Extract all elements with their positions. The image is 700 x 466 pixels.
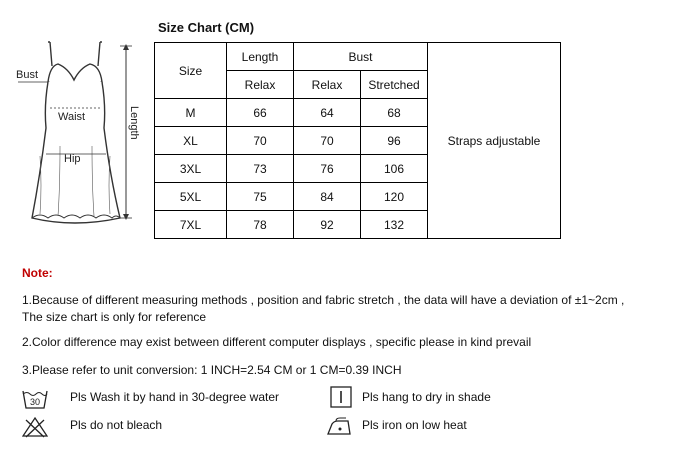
hand-wash-icon [22,388,48,410]
table-cell: 64 [294,99,361,127]
table-cell: 68 [361,99,428,127]
table-cell: 73 [227,155,294,183]
table-cell: 5XL [155,183,227,211]
no-bleach-icon [22,416,48,438]
wash-temp: 30 [29,397,41,407]
table-cell: 84 [294,183,361,211]
note-line-1b: The size chart is only for reference [22,310,207,324]
hip-label: Hip [64,153,81,165]
note-line-3: 3.Please refer to unit conversion: 1 INCH=2.54 CM or 1 CM=0.39 INCH [22,363,402,377]
table-cell: 132 [361,211,428,239]
bust-label: Bust [16,69,39,81]
remark-cell: Straps adjustable [428,43,561,239]
bust-header: Bust [294,43,428,71]
hang-dry-icon [328,386,354,408]
length-label: Length [128,106,140,140]
table-cell: 76 [294,155,361,183]
table-cell: 3XL [155,155,227,183]
note-line-1a: 1.Because of different measuring methods , position and fabric stretch , the data will have a deviation of ±1~2cm , [22,293,625,307]
table-cell: 66 [227,99,294,127]
table-cell: 75 [227,183,294,211]
size-chart-title: Size Chart (CM) [158,20,255,35]
table-cell: 7XL [155,211,227,239]
care-hang-text: Pls hang to dry in shade [362,390,491,404]
table-cell: 70 [294,127,361,155]
table-cell: XL [155,127,227,155]
iron-low-heat-icon [326,416,352,438]
care-wash-text: Pls Wash it by hand in 30-degree water [70,390,279,404]
table-cell: M [155,99,227,127]
table-cell: 120 [361,183,428,211]
note-heading: Note: [22,266,53,280]
waist-label: Waist [58,111,86,123]
table-cell: 78 [227,211,294,239]
subheader-cell: Stretched [361,71,428,99]
note-line-2: 2.Color difference may exist between different computer displays , specific please in kind prevail [22,335,532,349]
table-cell: 92 [294,211,361,239]
subheader-cell: Relax [227,71,294,99]
size-table [154,42,561,239]
care-bleach-text: Pls do not bleach [70,418,163,432]
table-header-row [155,43,561,71]
table-cell: 70 [227,127,294,155]
garment-diagram [10,36,140,226]
size-header: Size [155,43,227,99]
table-cell: 106 [361,155,428,183]
subheader-cell: Relax [294,71,361,99]
care-iron-text: Pls iron on low heat [362,418,467,432]
table-cell: 96 [361,127,428,155]
length-header: Length [227,43,294,71]
